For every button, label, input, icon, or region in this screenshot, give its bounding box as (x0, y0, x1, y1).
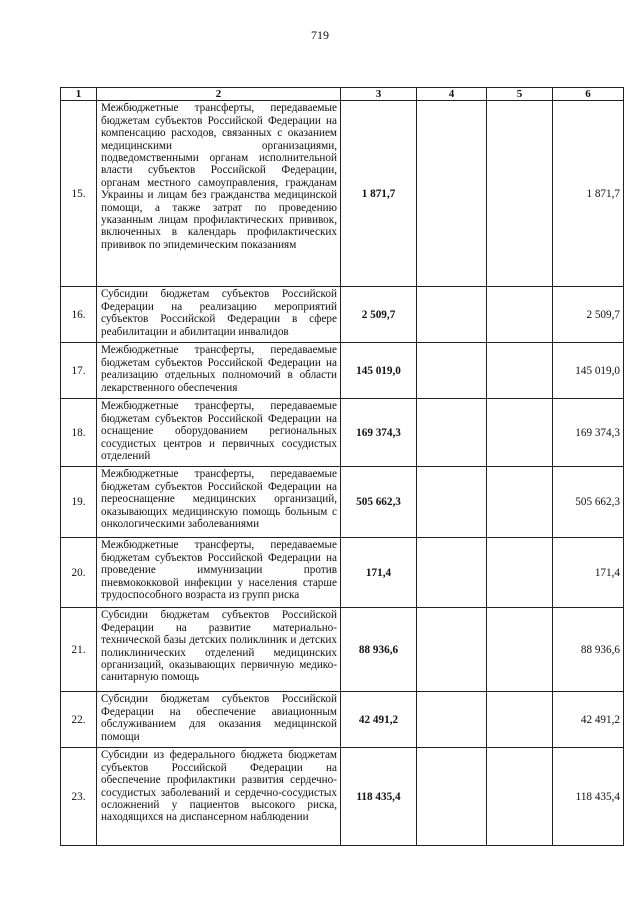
header-col-3: 3 (341, 88, 417, 101)
table-row (61, 343, 624, 399)
header-col-2: 2 (97, 88, 341, 101)
row-value-col6: 88 936,6 (553, 608, 624, 692)
row-value-col6: 42 491,2 (553, 692, 624, 748)
row-value-col3: 42 491,2 (341, 692, 417, 748)
row-value-col5 (487, 608, 553, 692)
row-value-col3: 171,4 (341, 538, 417, 608)
header-col-6: 6 (553, 88, 624, 101)
row-number: 19. (61, 467, 97, 538)
row-value-col5 (487, 538, 553, 608)
row-description: Субсидии бюджетам субъектов Российской Федерации на развитие материально-технической базы детских поликлиник и детских поликлинических отделений медицинских организаций, оказывающих первичную медико-санитарную помощь (97, 608, 341, 692)
header-col-4: 4 (417, 88, 487, 101)
row-number: 18. (61, 399, 97, 467)
row-number: 23. (61, 748, 97, 846)
table-header-row (61, 88, 624, 101)
row-value-col6: 505 662,3 (553, 467, 624, 538)
row-value-col4 (417, 343, 487, 399)
table-row (61, 538, 624, 608)
row-value-col4 (417, 538, 487, 608)
row-description: Межбюджетные трансферты, передаваемые бюджетам субъектов Российской Федерации на переоснащение медицинских организаций, оказывающих медицинскую помощь больным с онкологическими заболеваниями (97, 467, 341, 538)
table-row (61, 101, 624, 287)
row-value-col4 (417, 467, 487, 538)
row-value-col4 (417, 399, 487, 467)
row-value-col3: 169 374,3 (341, 399, 417, 467)
row-value-col3: 1 871,7 (341, 101, 417, 287)
row-value-col6: 1 871,7 (553, 101, 624, 287)
row-value-col3: 88 936,6 (341, 608, 417, 692)
row-value-col6: 118 435,4 (553, 748, 624, 846)
row-description: Межбюджетные трансферты, передаваемые бюджетам субъектов Российской Федерации на проведение иммунизации против пневмококковой инфекции у населения старше трудоспособного возраста из групп риска (97, 538, 341, 608)
row-number: 17. (61, 343, 97, 399)
row-description: Межбюджетные трансферты, передаваемые бюджетам субъектов Российской Федерации на реализацию отдельных полномочий в области лекарственного обеспечения (97, 343, 341, 399)
row-number: 15. (61, 101, 97, 287)
row-value-col6: 2 509,7 (553, 287, 624, 343)
row-number: 22. (61, 692, 97, 748)
page-number: 719 (311, 28, 329, 42)
row-value-col3: 118 435,4 (341, 748, 417, 846)
row-description: Межбюджетные трансферты, передаваемые бюджетам субъектов Российской Федерации на оснащение оборудованием региональных сосудистых центров и первичных сосудистых отделений (97, 399, 341, 467)
row-description: Межбюджетные трансферты, передаваемые бюджетам субъектов Российской Федерации на компенсацию расходов, связанных с оказанием медицинскими организациями, подведомственными органам исполнительной власти субъектов Российской Федерации, органам местного самоуправления, гражданам Украины и лицам без гражданства медицинской помощи, а также затрат по проведению указанным лицам профилактических прививок, включенных в календарь профилактических прививок по эпидемическим показаниям (97, 101, 341, 287)
row-description: Субсидии бюджетам субъектов Российской Федерации на реализацию мероприятий субъектов Российской Федерации в сфере реабилитации и абилитации инвалидов (97, 287, 341, 343)
table-row (61, 608, 624, 692)
row-value-col4 (417, 748, 487, 846)
table-row (61, 692, 624, 748)
table-row (61, 748, 624, 846)
row-value-col5 (487, 399, 553, 467)
row-description: Субсидии бюджетам субъектов Российской Федерации на обеспечение авиационным обслуживанием для оказания медицинской помощи (97, 692, 341, 748)
row-description: Субсидии из федерального бюджета бюджетам субъектов Российской Федерации на обеспечение профилактики развития сердечно-сосудистых заболеваний и сердечно-сосудистых осложнений у пациентов высокого риска, находящихся на диспансерном наблюдении (97, 748, 341, 846)
row-value-col4 (417, 287, 487, 343)
row-value-col5 (487, 467, 553, 538)
row-number: 16. (61, 287, 97, 343)
row-value-col6: 169 374,3 (553, 399, 624, 467)
row-value-col4 (417, 692, 487, 748)
row-value-col5 (487, 748, 553, 846)
row-value-col3: 505 662,3 (341, 467, 417, 538)
table-row (61, 467, 624, 538)
row-value-col4 (417, 101, 487, 287)
row-number: 20. (61, 538, 97, 608)
row-value-col5 (487, 287, 553, 343)
row-value-col5 (487, 101, 553, 287)
header-col-5: 5 (487, 88, 553, 101)
row-value-col5 (487, 692, 553, 748)
row-number: 21. (61, 608, 97, 692)
row-value-col5 (487, 343, 553, 399)
table-row (61, 399, 624, 467)
row-value-col4 (417, 608, 487, 692)
budget-table (60, 87, 624, 846)
header-col-1: 1 (61, 88, 97, 101)
table-row (61, 287, 624, 343)
row-value-col3: 145 019,0 (341, 343, 417, 399)
row-value-col6: 145 019,0 (553, 343, 624, 399)
row-value-col6: 171,4 (553, 538, 624, 608)
row-value-col3: 2 509,7 (341, 287, 417, 343)
